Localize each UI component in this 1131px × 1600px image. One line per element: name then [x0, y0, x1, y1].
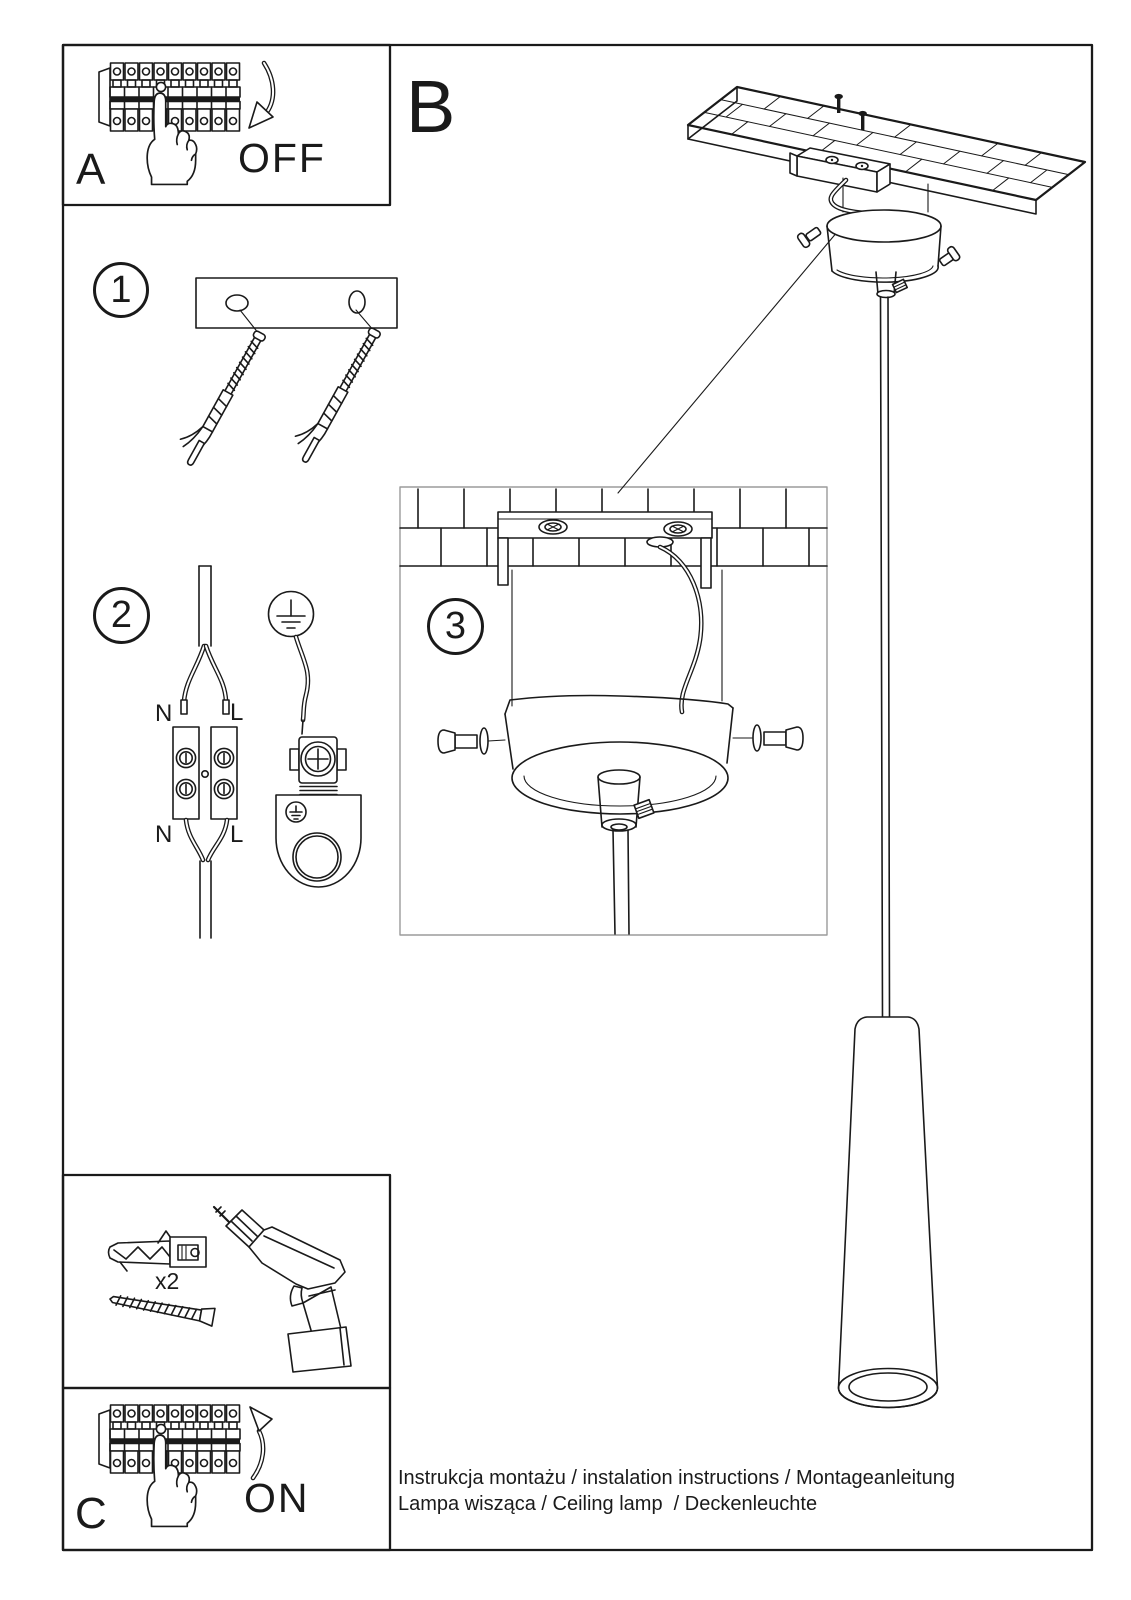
anchor-quantity-label: x2 — [155, 1268, 180, 1294]
screw-icon — [108, 1290, 215, 1326]
diagram-b-illustration — [618, 87, 1085, 493]
pendant-lamp-illustration — [839, 297, 938, 1408]
anchor-screw-icon — [172, 324, 267, 467]
detail-leader-line — [618, 231, 838, 493]
arrow-up-icon — [250, 1407, 272, 1478]
terminal-block-icon — [173, 727, 237, 819]
wall-plug-icon — [109, 1231, 207, 1271]
wiring-label-bottom-live: L — [230, 821, 244, 848]
ground-clamp-icon — [276, 737, 361, 887]
breaker-panel-icon — [99, 1405, 240, 1473]
mounting-bracket-detail-icon — [498, 512, 712, 588]
panel-c-state-label: ON — [244, 1475, 310, 1521]
side-screw-left-icon — [438, 728, 505, 754]
panel-a-state-label: OFF — [238, 135, 326, 181]
step3-badge — [427, 598, 484, 655]
hand-press-icon — [147, 1435, 197, 1526]
arrow-down-icon — [249, 63, 273, 128]
wiring-label-bottom-neutral: N — [155, 821, 173, 848]
anchor-screw-icon — [287, 321, 382, 464]
pendant-cone-icon — [839, 1017, 938, 1408]
ground-symbol-icon — [269, 592, 314, 637]
caption-line1: Instrukcja montażu / instalation instructions / Montageanleitung — [398, 1467, 955, 1489]
output-cable-icon — [186, 820, 227, 938]
wiring-label-top-live: L — [230, 699, 244, 726]
caption-line2: Lampa wisząca / Ceiling lamp / Deckenleuchte — [398, 1493, 818, 1515]
step3-illustration — [400, 489, 827, 934]
side-screw-right-icon — [733, 725, 803, 751]
hand-press-icon — [147, 93, 197, 184]
panel-c-label: C — [75, 1489, 107, 1538]
tools-illustration — [108, 1207, 351, 1372]
mains-cable-icon — [181, 566, 229, 714]
plate-hole-left — [226, 295, 248, 311]
step3-number: 3 — [444, 605, 467, 647]
section-b-label: B — [406, 65, 456, 148]
step1-badge — [93, 262, 149, 318]
breaker-panel-icon — [99, 63, 240, 131]
step1-illustration — [172, 278, 397, 467]
wiring-label-top-neutral: N — [155, 700, 173, 727]
step1-number: 1 — [110, 268, 132, 311]
canopy-detail-icon — [505, 696, 733, 935]
step2-number: 2 — [110, 594, 133, 636]
plate-hole-right — [349, 291, 365, 313]
drill-icon — [214, 1207, 351, 1372]
step2-badge — [93, 587, 150, 644]
panel-a-label: A — [76, 145, 106, 194]
ground-wire-icon — [296, 637, 308, 734]
ceiling-slab-icon — [688, 87, 1085, 214]
canopy-icon — [796, 210, 960, 298]
step2-illustration — [173, 566, 361, 938]
